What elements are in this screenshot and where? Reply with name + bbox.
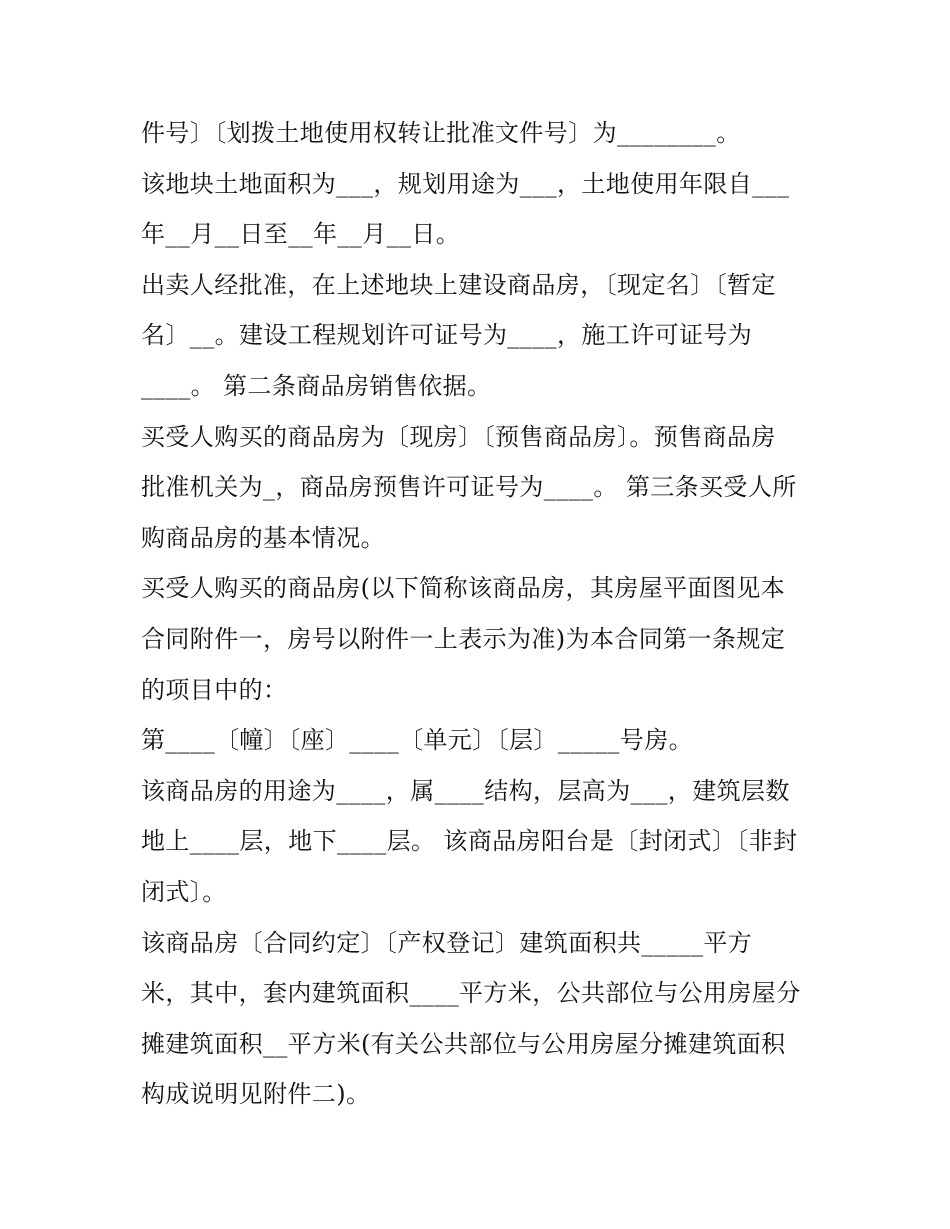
text-line: 第____〔幢〕〔座〕____〔单元〕〔层〕_____号房。	[141, 726, 693, 755]
text-line: 批准机关为_，商品房预售许可证号为____。 第三条买受人所	[141, 473, 797, 502]
text-line: 该商品房的用途为____，属____结构，层高为___，建筑层数	[141, 776, 790, 805]
text-line: 地上____层，地下____层。 该商品房阳台是〔封闭式〕〔非封	[141, 827, 798, 856]
text-line: 合同附件一，房号以附件一上表示为准)为本合同第一条规定	[141, 624, 786, 653]
text-line: 闭式〕。	[141, 877, 227, 906]
text-line: 该商品房〔合同约定〕〔产权登记〕建筑面积共_____平方	[141, 928, 753, 957]
text-line: 购商品房的基本情况。	[141, 523, 385, 552]
text-line: 件号〕〔划拨土地使用权转让批准文件号〕为________。	[141, 119, 741, 147]
text-line: 构成说明见附件二)。	[141, 1080, 371, 1109]
text-line: 名〕__。建设工程规划许可证号为____，施工许可证号为	[141, 321, 753, 350]
text-line: 出卖人经批准，在上述地块上建设商品房，〔现定名〕〔暂定	[141, 270, 776, 299]
text-line: 买受人购买的商品房为〔现房〕〔预售商品房〕。预售商品房	[141, 422, 776, 451]
text-line: ____。 第二条商品房销售依据。	[141, 371, 492, 400]
text-line: 该地块土地面积为___，规划用途为___，土地使用年限自___	[141, 169, 790, 198]
text-line: 的项目中的：	[141, 675, 288, 704]
text-line: 年__月__日至__年__月__日。	[141, 220, 461, 249]
document-body	[141, 108, 821, 1120]
text-line: 米，其中，套内建筑面积____平方米，公共部位与公用房屋分	[141, 979, 801, 1008]
text-line: 摊建筑面积__平方米(有关公共部位与公用房屋分摊建筑面积	[141, 1029, 786, 1058]
text-line: 买受人购买的商品房(以下简称该商品房，其房屋平面图见本	[141, 574, 786, 603]
